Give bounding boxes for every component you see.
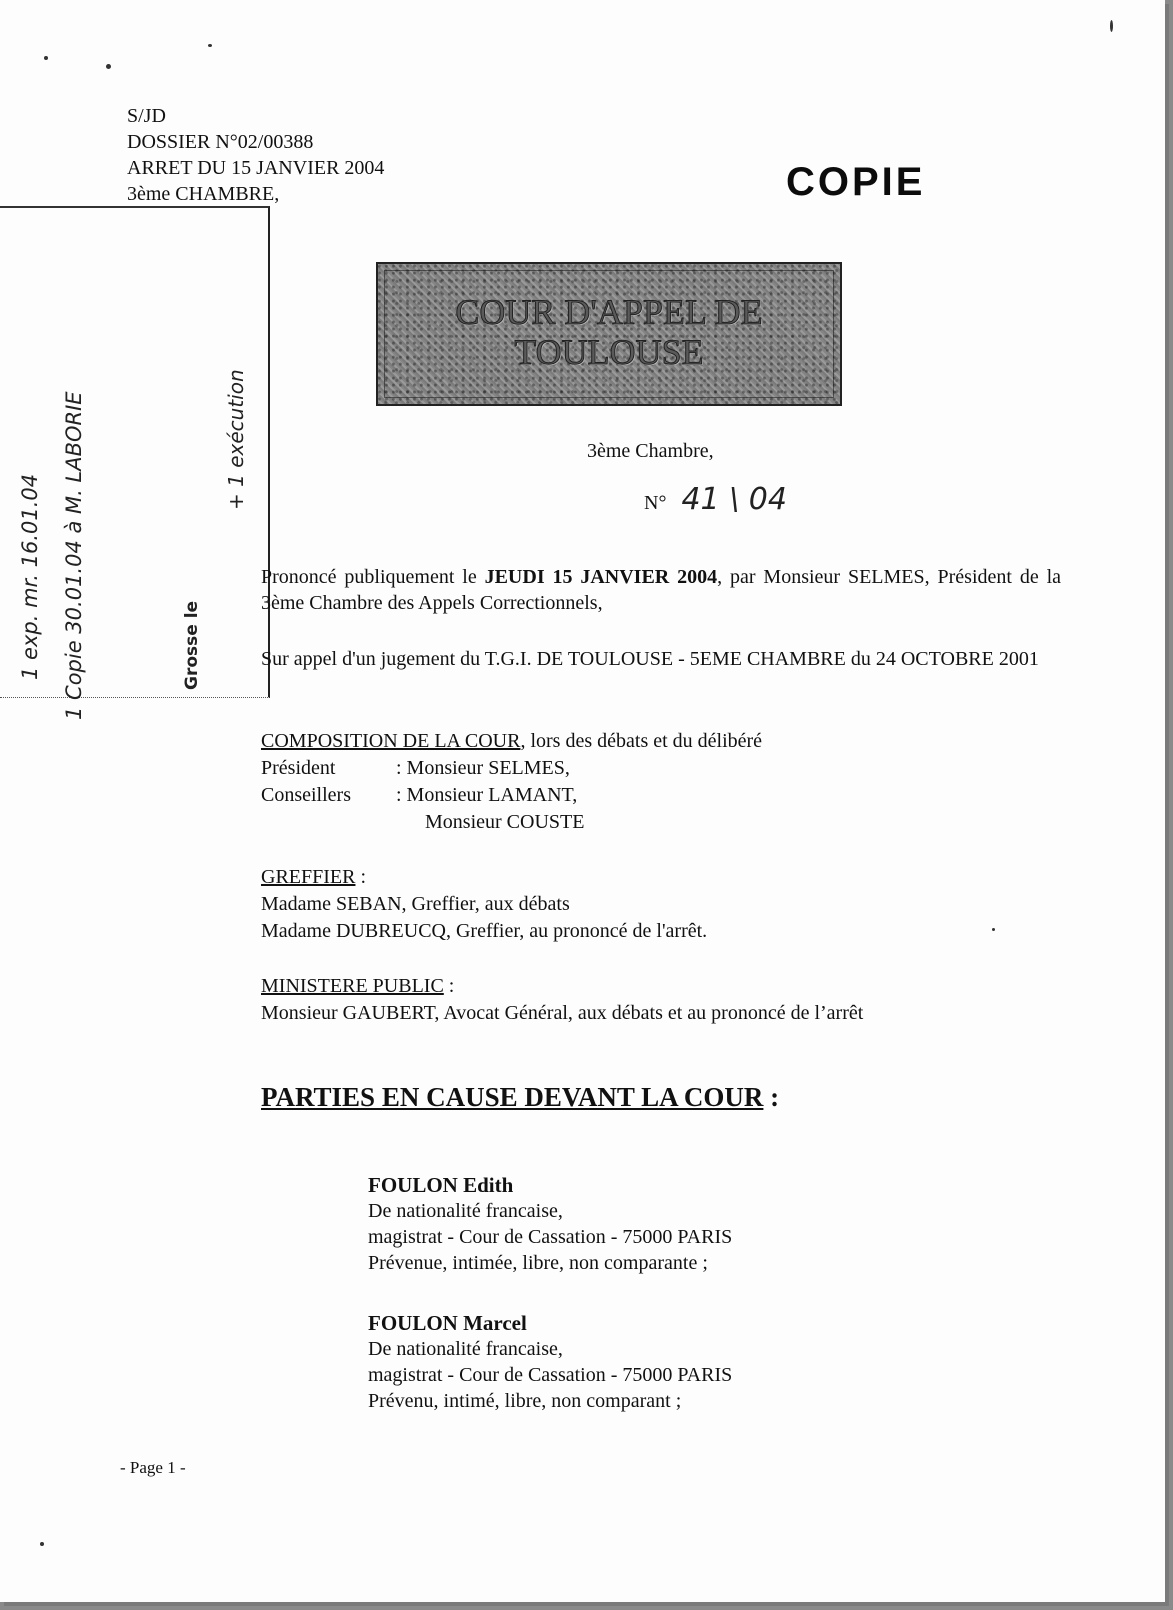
numero-prefix: N° bbox=[644, 492, 667, 514]
court-title bbox=[378, 292, 840, 372]
court-title-box bbox=[376, 262, 842, 406]
greffier-line-1: Madame SEBAN, Greffier, aux débats bbox=[261, 893, 570, 915]
parties-heading-suffix: : bbox=[763, 1082, 780, 1112]
court-title-line1: COUR D'APPEL DE bbox=[455, 292, 763, 332]
president-value: : Monsieur SELMES, bbox=[396, 757, 570, 779]
copie-stamp: COPIE bbox=[786, 160, 926, 204]
pronouncement-text-start: Prononcé publiquement le bbox=[261, 566, 485, 588]
party-nationality: De nationalité francaise, bbox=[368, 1338, 563, 1360]
greffier-line-2: Madame DUBREUCQ, Greffier, au prononcé de l'arrêt. bbox=[261, 920, 708, 942]
greffier-heading-line bbox=[261, 864, 366, 890]
court-title-line2: TOULOUSE bbox=[514, 332, 704, 372]
party-occupation: magistrat - Cour de Cassation - 75000 PARIS bbox=[368, 1226, 733, 1248]
header-ref: S/JD bbox=[127, 105, 166, 127]
party-block bbox=[368, 1172, 732, 1276]
ministere-line-1: Monsieur GAUBERT, Avocat Général, aux débats et au prononcé de l’arrêt bbox=[261, 1002, 864, 1024]
greffier-heading: GREFFIER bbox=[261, 866, 356, 888]
party-nationality: De nationalité francaise, bbox=[368, 1200, 563, 1222]
handwritten-exp-note: 1 exp. mr. 16.01.04 bbox=[18, 473, 42, 680]
greffier-heading-suffix: : bbox=[355, 866, 367, 888]
pronouncement-text-end: , par Monsieur SELMES, Président de la 3ème Chambre des Appels Correctionnels, bbox=[261, 566, 1062, 614]
conseillers-value-2: Monsieur COUSTE bbox=[425, 811, 585, 833]
pronouncement-date: JEUDI 15 JANVIER 2004 bbox=[484, 566, 718, 588]
numero-block bbox=[644, 482, 787, 517]
party-occupation: magistrat - Cour de Cassation - 75000 PARIS bbox=[368, 1364, 733, 1386]
pronouncement-paragraph bbox=[261, 564, 1061, 616]
party-status: Prévenu, intimé, libre, non comparant ; bbox=[368, 1390, 682, 1412]
ministere-heading-suffix: : bbox=[443, 975, 455, 997]
conseillers-label: Conseillers bbox=[261, 784, 351, 806]
president-label: Président bbox=[261, 757, 336, 779]
chamber-label: 3ème Chambre, bbox=[587, 440, 714, 462]
page-footer: - Page 1 - bbox=[120, 1458, 186, 1477]
grosse-stamp-label: Grosse le bbox=[182, 600, 202, 690]
ministere-heading: MINISTERE PUBLIC bbox=[261, 975, 444, 997]
appeal-paragraph: Sur appel d'un jugement du T.G.I. DE TOULOUSE - 5EME CHAMBRE du 24 OCTOBRE 2001 bbox=[261, 648, 1039, 670]
handwritten-copy-note: 1 Copie 30.01.04 à M. LABORIE bbox=[62, 391, 86, 720]
header-arret: ARRET DU 15 JANVIER 2004 bbox=[127, 157, 385, 179]
header-dossier: DOSSIER N°02/00388 bbox=[127, 131, 314, 153]
parties-heading: PARTIES EN CAUSE DEVANT LA COUR bbox=[261, 1082, 764, 1112]
parties-heading-line bbox=[261, 1082, 779, 1113]
scan-speck bbox=[208, 44, 212, 47]
composition-heading-line bbox=[261, 728, 762, 754]
composition-heading-suffix: , lors des débats et du délibéré bbox=[520, 730, 763, 752]
party-name: FOULON Marcel bbox=[368, 1311, 527, 1335]
header-chambre: 3ème CHAMBRE, bbox=[127, 183, 280, 205]
numero-handwritten: 41 \ 04 bbox=[681, 482, 787, 517]
scan-speck bbox=[106, 64, 111, 69]
scan-speck bbox=[992, 928, 995, 931]
composition-heading: COMPOSITION DE LA COUR bbox=[261, 730, 521, 752]
ministere-heading-line bbox=[261, 973, 454, 999]
scan-speck bbox=[1110, 20, 1113, 32]
party-status: Prévenue, intimée, libre, non comparante ; bbox=[368, 1252, 708, 1274]
conseillers-value-1: : Monsieur LAMANT, bbox=[396, 784, 578, 806]
scan-speck bbox=[40, 1542, 44, 1546]
party-name: FOULON Edith bbox=[368, 1173, 514, 1197]
party-block bbox=[368, 1310, 732, 1414]
handwritten-execution-note: + 1 exécution bbox=[224, 369, 248, 510]
scan-speck bbox=[44, 56, 48, 60]
